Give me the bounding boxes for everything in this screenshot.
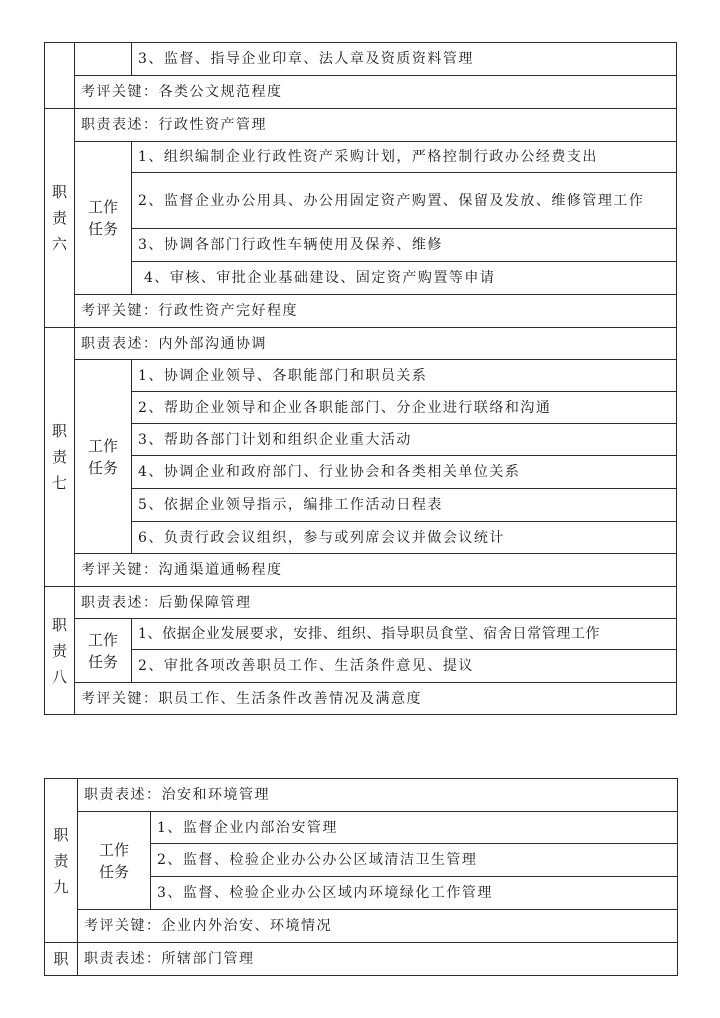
task-item: 1、依据企业发展要求，安排、组织、指导职员食堂、宿舍日常管理工作 <box>132 619 677 650</box>
task-item: 6、负责行政会议组织，参与或列席会议并做会议统计 <box>132 522 677 554</box>
eval-key: 考评关键：企业内外治安、环境情况 <box>78 910 678 943</box>
duty-table-1 <box>44 42 677 715</box>
eval-key: 考评关键：职员工作、生活条件改善情况及满意度 <box>75 683 677 715</box>
table-row <box>45 229 677 262</box>
table-row <box>45 587 677 619</box>
table-row <box>45 522 677 554</box>
table-row <box>45 328 677 360</box>
duty-label-6: 职责六 <box>45 109 75 328</box>
table-row <box>45 554 677 587</box>
task-item: 1、协调企业领导、各职能部门和职员关系 <box>132 360 677 392</box>
table-row <box>45 456 677 489</box>
duty-statement: 职责表述：所辖部门管理 <box>78 943 678 976</box>
table-row <box>45 619 677 650</box>
task-item: 4、审核、审批企业基础建设、固定资产购置等申请 <box>132 262 677 295</box>
duty-statement: 职责表述：治安和环境管理 <box>78 779 678 812</box>
table-row <box>45 262 677 295</box>
table-row <box>45 910 678 943</box>
table-row <box>45 360 677 392</box>
table-row <box>45 812 678 844</box>
task-item: 2、帮助企业领导和企业各职能部门、分企业进行联络和沟通 <box>132 392 677 424</box>
duty-label-9: 职责九 <box>45 779 78 943</box>
task-item: 2、审批各项改善职员工作、生活条件意见、提议 <box>132 650 677 683</box>
work-label-cell <box>75 43 132 76</box>
table-row <box>45 173 677 229</box>
table-row <box>45 76 677 109</box>
duty-label-10: 职 <box>45 943 78 976</box>
task-item: 2、监督、检验企业办公办公区域清洁卫生管理 <box>151 844 678 877</box>
table-row <box>45 489 677 522</box>
table-row <box>45 683 677 715</box>
task-item: 2、监督企业办公用具、办公用固定资产购置、保留及发放、维修管理工作 <box>132 173 677 229</box>
table-row <box>45 43 677 76</box>
duty-statement: 职责表述：行政性资产管理 <box>75 109 677 142</box>
duty-label-7: 职责七 <box>45 328 75 587</box>
table-row <box>45 943 678 976</box>
eval-key: 考评关键：沟通渠道通畅程度 <box>75 554 677 587</box>
table-row <box>45 392 677 424</box>
table-row <box>45 779 678 812</box>
eval-key: 考评关键：行政性资产完好程度 <box>75 295 677 328</box>
task-item: 3、协调各部门行政性车辆使用及保养、维修 <box>132 229 677 262</box>
task-item: 3、帮助各部门计划和组织企业重大活动 <box>132 424 677 456</box>
work-task-label: 工作任务 <box>75 142 132 295</box>
work-task-label: 工作任务 <box>75 619 132 683</box>
table-row <box>45 295 677 328</box>
duty-label-8: 职责八 <box>45 587 75 715</box>
table-row <box>45 109 677 142</box>
task-item: 3、监督、检验企业办公区域内环境绿化工作管理 <box>151 877 678 910</box>
duty-table-2 <box>44 778 678 976</box>
duty-statement: 职责表述：后勤保障管理 <box>75 587 677 619</box>
eval-key: 考评关键：各类公文规范程度 <box>75 76 677 109</box>
work-task-label: 工作任务 <box>75 360 132 554</box>
duty-statement: 职责表述：内外部沟通协调 <box>75 328 677 360</box>
duty-label-cell <box>45 43 75 109</box>
table-row <box>45 424 677 456</box>
task-item: 4、协调企业和政府部门、行业协会和各类相关单位关系 <box>132 456 677 489</box>
table-row <box>45 650 677 683</box>
work-task-label: 工作任务 <box>78 812 151 910</box>
task-item: 3、监督、指导企业印章、法人章及资质资料管理 <box>132 43 677 76</box>
task-item: 5、依据企业领导指示，编排工作活动日程表 <box>132 489 677 522</box>
table-row <box>45 142 677 173</box>
task-item: 1、组织编制企业行政性资产采购计划，严格控制行政办公经费支出 <box>132 142 677 173</box>
task-item: 1、监督企业内部治安管理 <box>151 812 678 844</box>
